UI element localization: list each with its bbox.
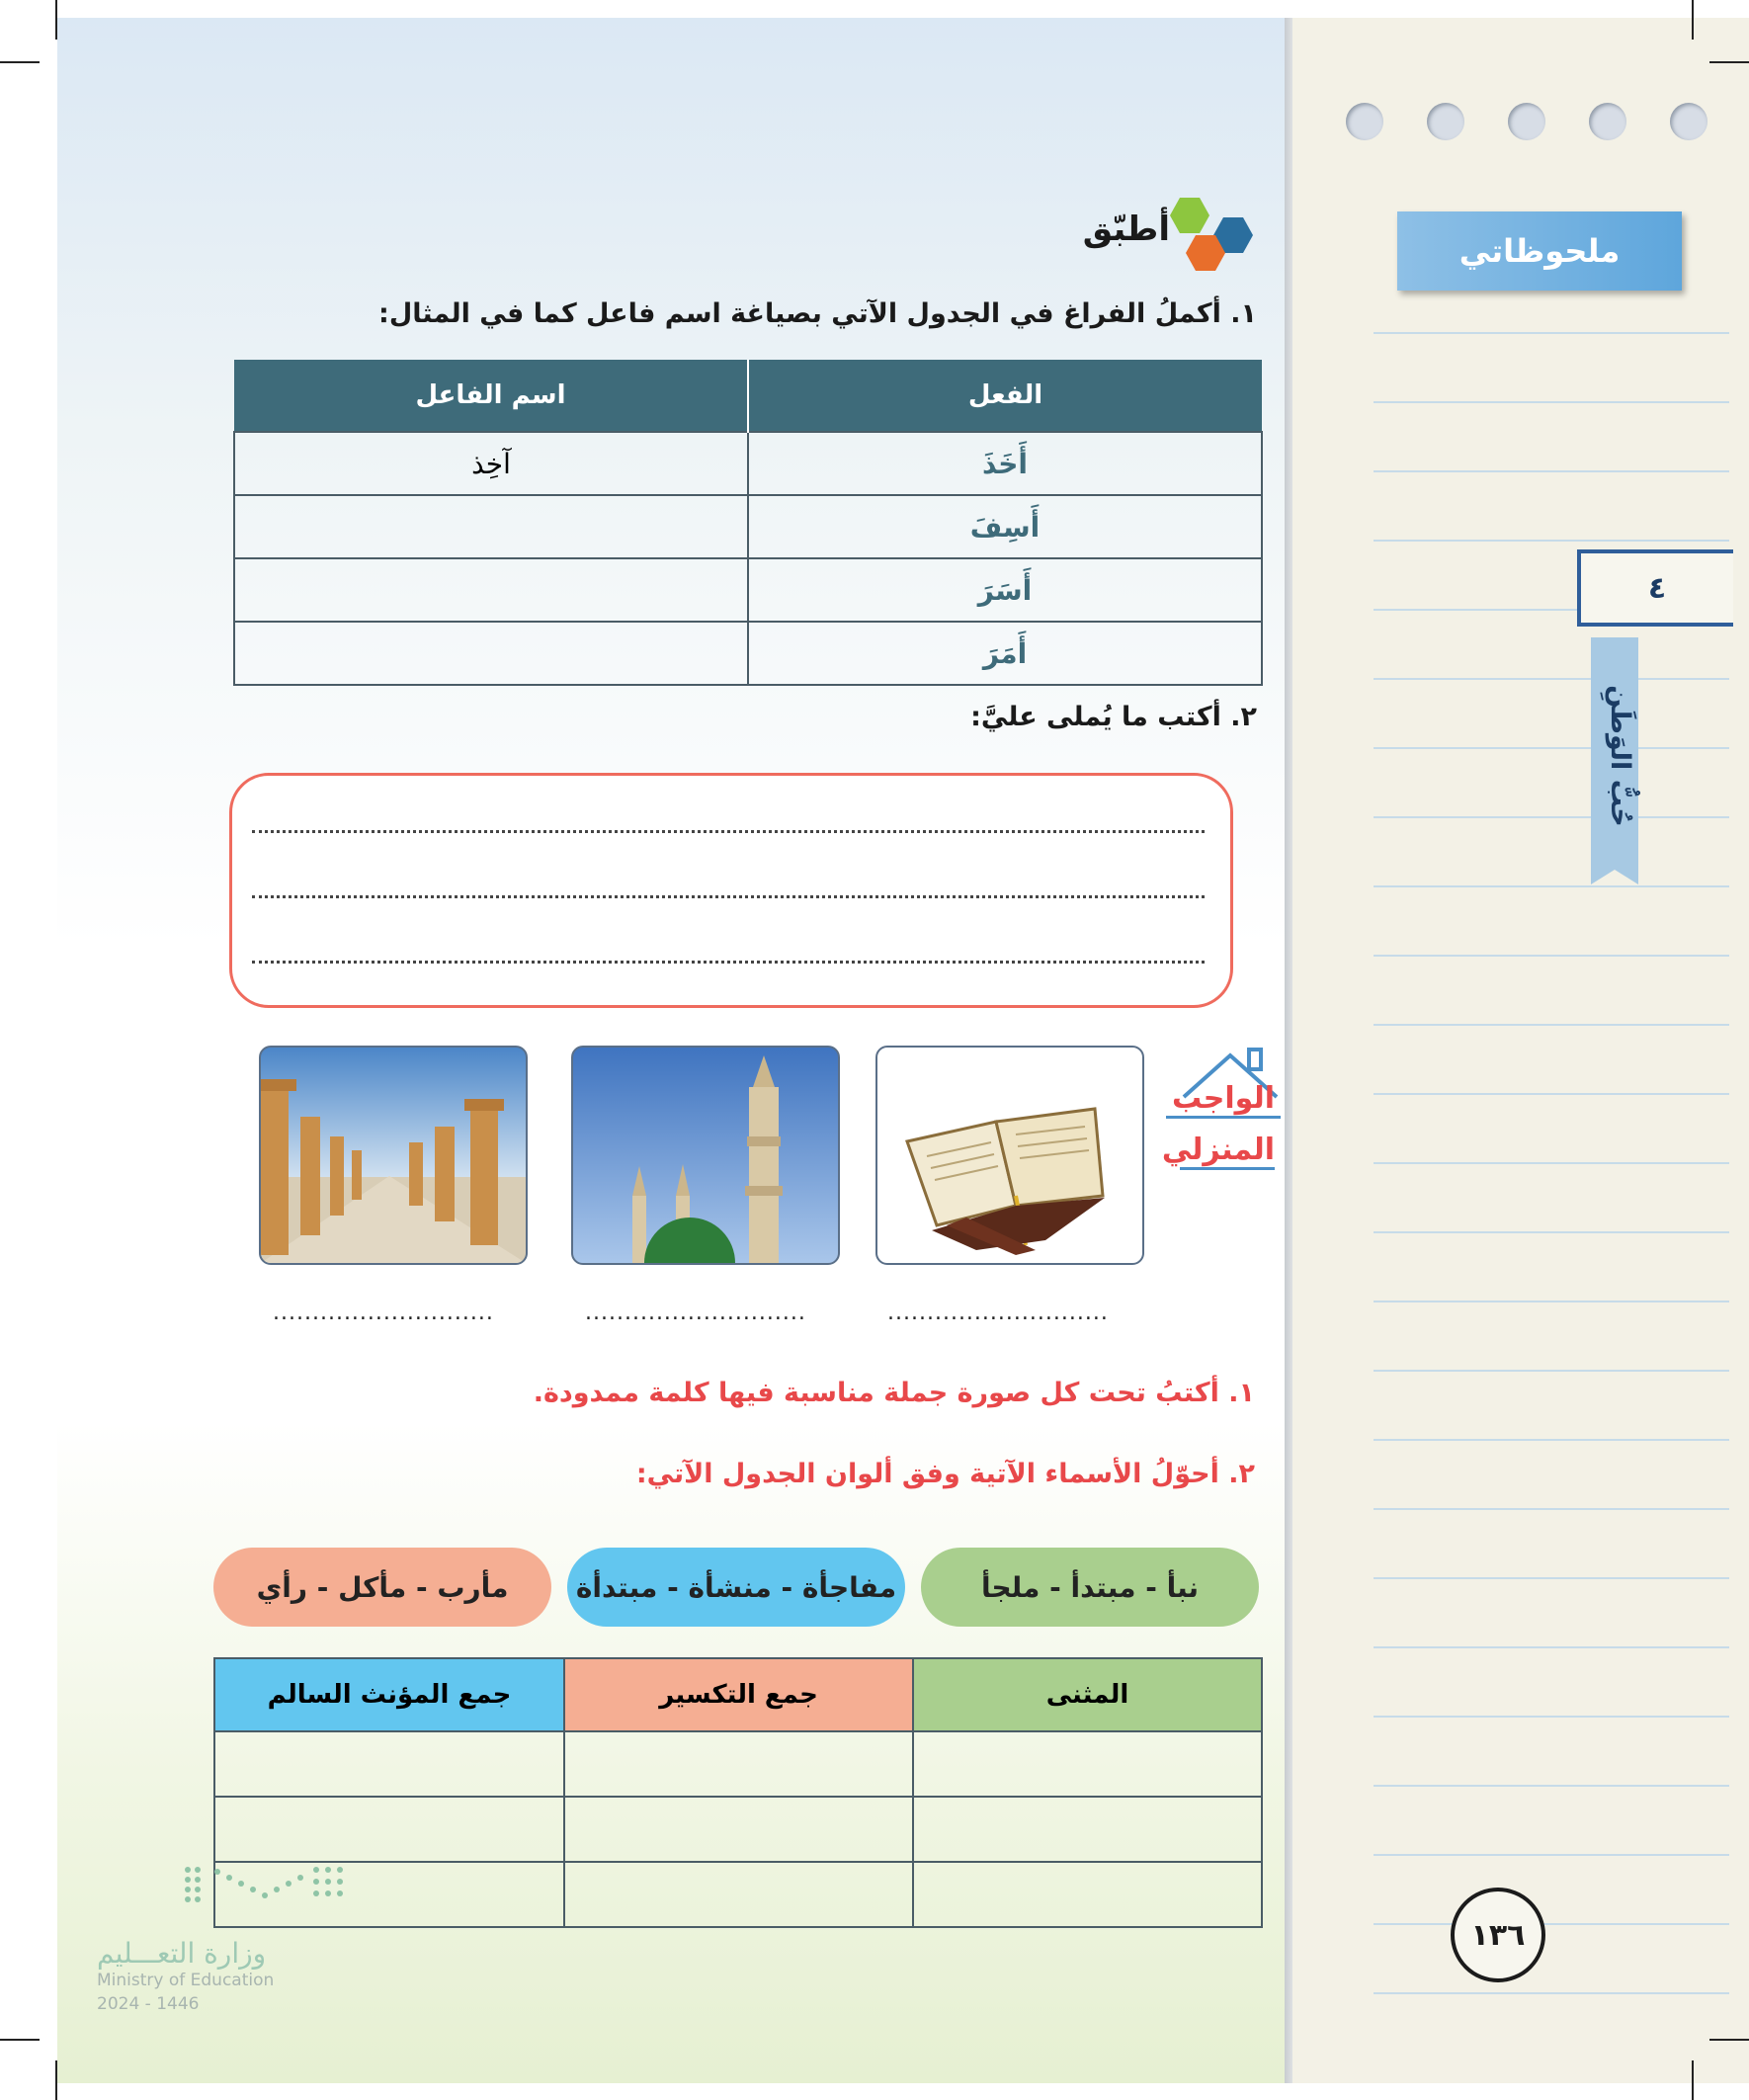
table-row [214, 1797, 1262, 1862]
column-header-verb: الفعل [748, 360, 1262, 432]
columns-photo [259, 1046, 528, 1265]
dictation-box[interactable] [229, 773, 1233, 1008]
exercise1-prompt: ١. أكملُ الفراغ في الجدول الآتي بصياغة اسم فاعل كما في المثال: [378, 298, 1257, 329]
notes-line[interactable] [1374, 1577, 1729, 1579]
answer-cell[interactable] [564, 1731, 913, 1797]
ministry-name-ar: وزارة التعـــليم [97, 1937, 267, 1970]
agent-cell[interactable] [234, 558, 748, 622]
homework-label-line1: الواجب [1166, 1081, 1281, 1119]
answer-cell[interactable] [913, 1862, 1262, 1927]
crop-mark [1709, 61, 1749, 63]
unit-number-box [1577, 549, 1733, 627]
verb-cell: أَسِفَ [748, 495, 1262, 558]
table-row [234, 495, 1262, 558]
word-group-feminine-plural: مفاجأة - منشأة - مبتدأة [567, 1548, 905, 1627]
notes-line[interactable] [1374, 1785, 1729, 1787]
column-header-dual: المثنى [913, 1658, 1262, 1731]
notes-line[interactable] [1374, 470, 1729, 472]
unit-number: ٤ [1647, 570, 1667, 606]
notes-line[interactable] [1374, 1093, 1729, 1095]
notes-line[interactable] [1374, 1439, 1729, 1441]
agent-cell[interactable] [234, 622, 748, 685]
answer-cell[interactable] [564, 1862, 913, 1927]
verb-cell: أَسَرَ [748, 558, 1262, 622]
notes-line[interactable] [1374, 955, 1729, 957]
crop-mark [1709, 2039, 1749, 2041]
binder-hole [1670, 103, 1707, 140]
notes-line[interactable] [1374, 885, 1729, 887]
crop-mark [55, 2060, 57, 2100]
table-row [214, 1862, 1262, 1927]
notes-line[interactable] [1374, 332, 1729, 334]
section-title: أطبّق [1082, 210, 1170, 249]
ancient-columns-image [261, 1048, 526, 1263]
dictation-line[interactable] [252, 895, 1205, 898]
verb-cell: أَمَرَ [748, 622, 1262, 685]
table-row [234, 622, 1262, 685]
notes-line[interactable] [1374, 1992, 1729, 1994]
notes-line[interactable] [1374, 678, 1729, 680]
verb-cell: أَخَذَ [748, 432, 1262, 495]
notes-line[interactable] [1374, 1162, 1729, 1164]
crop-mark [55, 0, 57, 40]
answer-cell[interactable] [214, 1731, 564, 1797]
binder-hole [1346, 103, 1383, 140]
column-header-broken-plural: جمع التكسير [564, 1658, 913, 1731]
dictation-line[interactable] [252, 830, 1205, 833]
agent-cell[interactable] [234, 495, 748, 558]
notes-title: ملحوظاتي [1458, 232, 1621, 270]
page-number: ١٣٦ [1470, 1917, 1526, 1953]
answer-cell[interactable] [913, 1731, 1262, 1797]
column-header-agent: اسم الفاعل [234, 360, 748, 432]
hexagons-icon [1166, 198, 1261, 279]
notes-line[interactable] [1374, 1508, 1729, 1510]
answer-cell[interactable] [564, 1797, 913, 1862]
notes-line[interactable] [1374, 1854, 1729, 1856]
table-row [234, 432, 1262, 495]
crop-mark [0, 2039, 40, 2041]
table-row [214, 1731, 1262, 1797]
homework-label-line2: المنزلي [1180, 1133, 1275, 1170]
ministry-name-en: Ministry of Education [97, 1971, 275, 1990]
notes-sidebar [1292, 18, 1749, 2083]
notes-line[interactable] [1374, 1231, 1729, 1233]
notes-line[interactable] [1374, 1646, 1729, 1648]
edition-year: 2024 - 1446 [97, 1994, 200, 2014]
table-row [234, 558, 1262, 622]
notes-line[interactable] [1374, 1301, 1729, 1302]
agent-noun-table [233, 360, 1263, 686]
unit-title: حُبُّ الوَطَنِ [1605, 685, 1635, 827]
mosque-photo [571, 1046, 840, 1265]
notes-title-tab [1397, 211, 1682, 291]
binder-hole [1508, 103, 1545, 140]
notes-line[interactable] [1374, 1370, 1729, 1372]
quran-on-stand-image [877, 1048, 1142, 1263]
page-number-badge [1451, 1888, 1545, 1982]
homework-task1: ١. أكتبُ تحت كل صورة جملة مناسبة فيها كلمة ممدودة. [533, 1378, 1255, 1408]
crop-mark [1692, 2060, 1694, 2100]
ministry-logo-icon [178, 1860, 356, 1909]
plural-table [213, 1657, 1263, 1928]
crop-mark [1692, 0, 1694, 40]
word-group-dual: نبأ - مبتدأ - ملجأ [921, 1548, 1259, 1627]
quran-photo [875, 1046, 1144, 1265]
prophet-mosque-minarets-image [573, 1048, 838, 1263]
answer-blank[interactable]: ............................ [887, 1301, 1109, 1325]
notes-line[interactable] [1374, 816, 1729, 818]
notes-line[interactable] [1374, 1716, 1729, 1718]
answer-blank[interactable]: ............................ [585, 1301, 806, 1325]
notes-line[interactable] [1374, 540, 1729, 542]
binder-hole [1589, 103, 1626, 140]
answer-cell[interactable] [913, 1797, 1262, 1862]
answer-cell[interactable] [214, 1797, 564, 1862]
column-header-feminine-plural: جمع المؤنث السالم [214, 1658, 564, 1731]
notes-line[interactable] [1374, 1024, 1729, 1026]
binder-hole [1427, 103, 1464, 140]
homework-task2: ٢. أحوّلُ الأسماء الآتية وفق ألوان الجدول الآتي: [635, 1459, 1255, 1489]
notes-line[interactable] [1374, 1923, 1729, 1925]
crop-mark [0, 61, 40, 63]
notes-line[interactable] [1374, 401, 1729, 403]
dictation-line[interactable] [252, 961, 1205, 964]
exercise2-prompt: ٢. أكتب ما يُملى عليَّ: [970, 702, 1257, 732]
agent-cell[interactable]: آخِذ [234, 432, 748, 495]
word-group-broken-plural: مأرب - مأكل - رأي [213, 1548, 551, 1627]
answer-blank[interactable]: ............................ [273, 1301, 494, 1325]
notes-line[interactable] [1374, 747, 1729, 749]
